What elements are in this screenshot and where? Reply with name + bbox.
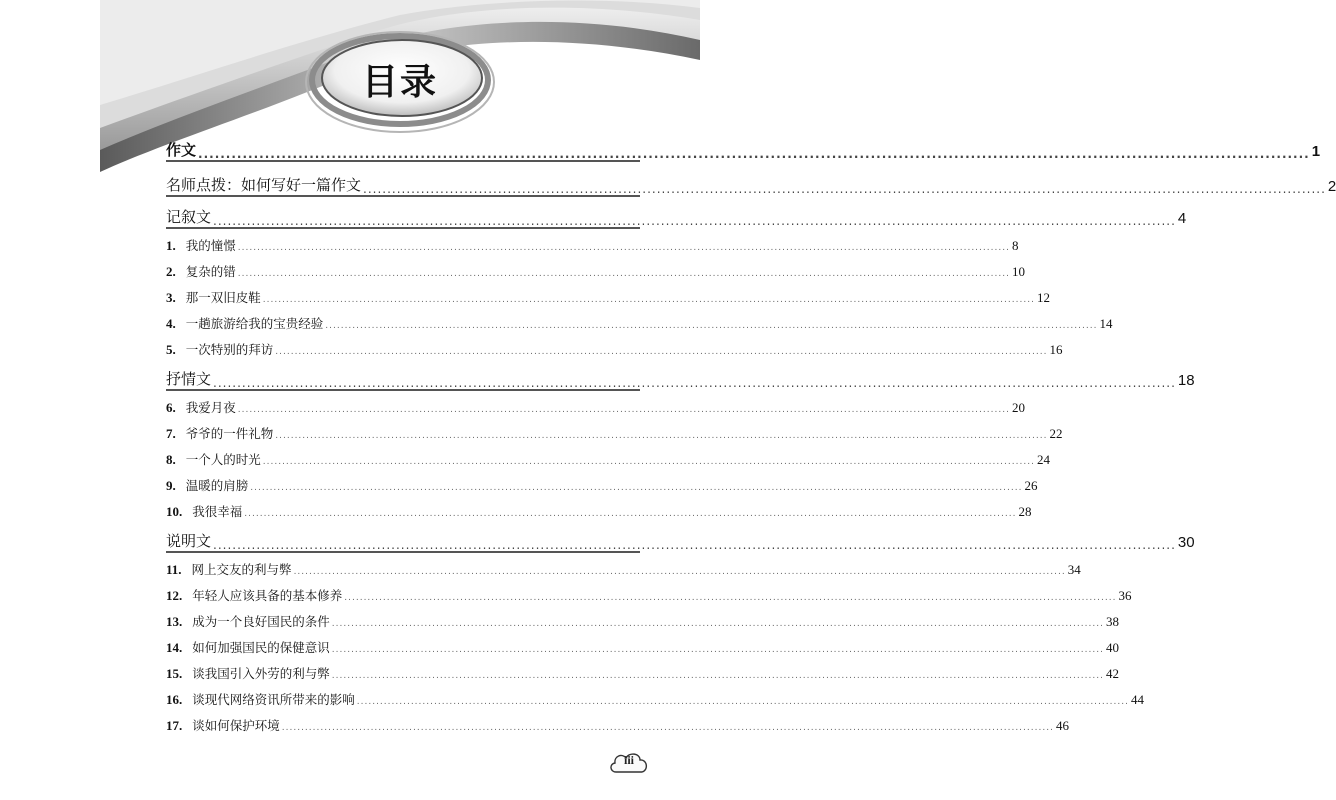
toc-entry-number: 15. [166, 666, 183, 681]
page-title: 目录 [361, 62, 438, 103]
toc-entry-page: 38 [1105, 614, 1119, 629]
toc-entry-number: 10. [166, 504, 183, 519]
table-of-contents [166, 140, 1336, 739]
toc-entry-page: 44 [1130, 692, 1144, 707]
toc-entry-page: 42 [1105, 666, 1119, 681]
toc-leader-dots: ........................................................................................................................................................................................................ [213, 538, 1176, 552]
toc-entry-title: 网上交友的利与弊 [191, 562, 292, 577]
toc-entry-number: 9. [166, 478, 176, 493]
toc-section-page: 1 [1311, 143, 1321, 160]
toc-entry-page: 36 [1118, 588, 1132, 603]
toc-entry-title: 年轻人应该具备的基本修养 [192, 588, 343, 603]
toc-section[interactable] [166, 207, 1187, 229]
toc-entry[interactable] [166, 583, 1132, 609]
toc-section[interactable] [166, 369, 1195, 391]
toc-leader-dots: ........................................................................................................................................................................................................ [325, 321, 1098, 331]
toc-leader-dots: ........................................................................................................................................................................................................ [275, 431, 1048, 441]
toc-leader-dots: ........................................................................................................................................................................................................ [363, 182, 1326, 196]
toc-leader-dots: ........................................................................................................................................................................................................ [237, 405, 1010, 415]
toc-leader-dots: ........................................................................................................................................................................................................ [281, 723, 1054, 733]
toc-leader-dots: ........................................................................................................................................................................................................ [198, 147, 1310, 161]
document-page [100, 0, 1336, 800]
toc-entry-page: 34 [1067, 562, 1081, 577]
toc-entry[interactable] [166, 421, 1063, 447]
toc-entry[interactable] [166, 635, 1119, 661]
toc-section-title: 名师点拨：如何写好一篇作文 [166, 176, 362, 194]
toc-entry[interactable] [166, 687, 1144, 713]
toc-entry[interactable] [166, 609, 1119, 635]
toc-entry-number: 17. [166, 718, 183, 733]
toc-leader-dots: ........................................................................................................................................................................................................ [344, 593, 1117, 603]
toc-section-title: 作文 [166, 141, 197, 159]
toc-entry-number: 8. [166, 452, 176, 467]
toc-entry-title: 我爱月夜 [185, 400, 236, 415]
toc-entry-page: 16 [1049, 342, 1063, 357]
toc-entry-title: 我的憧憬 [185, 238, 236, 253]
toc-section-title: 记叙文 [166, 208, 212, 226]
toc-entry[interactable] [166, 259, 1025, 285]
toc-entry-number: 6. [166, 400, 176, 415]
toc-entry[interactable] [166, 311, 1113, 337]
toc-entry-page: 10 [1011, 264, 1025, 279]
toc-entry[interactable] [166, 337, 1063, 363]
toc-leader-dots: ........................................................................................................................................................................................................ [244, 509, 1017, 519]
toc-section-page: 2 [1327, 178, 1336, 195]
toc-entry-number: 2. [166, 264, 176, 279]
toc-entry-page: 20 [1011, 400, 1025, 415]
toc-entry-number: 11. [166, 562, 182, 577]
toc-leader-dots: ........................................................................................................................................................................................................ [293, 567, 1066, 577]
toc-entry[interactable] [166, 447, 1050, 473]
toc-entry[interactable] [166, 285, 1050, 311]
toc-entry-number: 14. [166, 640, 183, 655]
toc-section-page: 4 [1177, 210, 1187, 227]
toc-entry-title: 那一双旧皮鞋 [185, 290, 261, 305]
toc-leader-dots: ........................................................................................................................................................................................................ [213, 214, 1176, 228]
toc-entry-title: 一次特别的拜访 [185, 342, 274, 357]
toc-entry-number: 12. [166, 588, 183, 603]
toc-entry-number: 3. [166, 290, 176, 305]
toc-entry-title: 复杂的错 [185, 264, 236, 279]
toc-section-title: 说明文 [166, 532, 212, 550]
toc-leader-dots: ........................................................................................................................................................................................................ [331, 619, 1104, 629]
toc-entry-title: 一趟旅游给我的宝贵经验 [185, 316, 324, 331]
toc-entry-number: 1. [166, 238, 176, 253]
toc-entry-page: 46 [1055, 718, 1069, 733]
toc-section[interactable] [166, 140, 1321, 162]
toc-section[interactable] [166, 531, 1195, 553]
toc-leader-dots: ........................................................................................................................................................................................................ [275, 347, 1048, 357]
toc-leader-dots: ........................................................................................................................................................................................................ [237, 243, 1010, 253]
toc-leader-dots: ........................................................................................................................................................................................................ [356, 697, 1129, 707]
toc-entry-number: 16. [166, 692, 183, 707]
toc-section-page: 18 [1177, 372, 1195, 389]
toc-leader-dots: ........................................................................................................................................................................................................ [331, 671, 1104, 681]
toc-leader-dots: ........................................................................................................................................................................................................ [262, 457, 1035, 467]
toc-leader-dots: ........................................................................................................................................................................................................ [331, 645, 1104, 655]
toc-entry-number: 4. [166, 316, 176, 331]
toc-entry-page: 24 [1036, 452, 1050, 467]
toc-section-title: 抒情文 [166, 370, 212, 388]
toc-leader-dots: ........................................................................................................................................................................................................ [213, 376, 1176, 390]
toc-entry-page: 26 [1024, 478, 1038, 493]
toc-entry-page: 12 [1036, 290, 1050, 305]
toc-leader-dots: ........................................................................................................................................................................................................ [237, 269, 1010, 279]
toc-entry-number: 13. [166, 614, 183, 629]
toc-entry-title: 爷爷的一件礼物 [185, 426, 274, 441]
toc-entry-page: 14 [1099, 316, 1113, 331]
toc-entry-title: 一个人的时光 [185, 452, 261, 467]
toc-entry-page: 40 [1105, 640, 1119, 655]
toc-entry-page: 28 [1018, 504, 1032, 519]
toc-entry[interactable] [166, 713, 1069, 739]
toc-section-page: 30 [1177, 534, 1195, 551]
toc-entry-page: 8 [1011, 238, 1019, 253]
toc-entry-title: 谈我国引入外劳的利与弊 [192, 666, 330, 681]
toc-entry-title: 温暖的肩膀 [185, 478, 249, 493]
toc-entry-number: 5. [166, 342, 176, 357]
toc-entry-title: 谈如何保护环境 [192, 718, 280, 733]
toc-leader-dots: ........................................................................................................................................................................................................ [262, 295, 1035, 305]
toc-entry[interactable] [166, 557, 1081, 583]
toc-section[interactable] [166, 175, 1336, 197]
toc-entry-title: 我很幸福 [192, 504, 243, 519]
toc-leader-dots: ........................................................................................................................................................................................................ [250, 483, 1023, 493]
page-number: iii [623, 753, 634, 767]
toc-entry-title: 谈现代网络资讯所带来的影响 [192, 692, 355, 707]
toc-entry-title: 成为一个良好国民的条件 [192, 614, 330, 629]
toc-entry[interactable] [166, 233, 1019, 259]
toc-entry[interactable] [166, 661, 1119, 687]
toc-entry-number: 7. [166, 426, 176, 441]
toc-entry[interactable] [166, 473, 1038, 499]
toc-entry-title: 如何加强国民的保健意识 [192, 640, 330, 655]
toc-entry[interactable] [166, 499, 1032, 525]
toc-entry-page: 22 [1049, 426, 1063, 441]
toc-entry[interactable] [166, 395, 1025, 421]
